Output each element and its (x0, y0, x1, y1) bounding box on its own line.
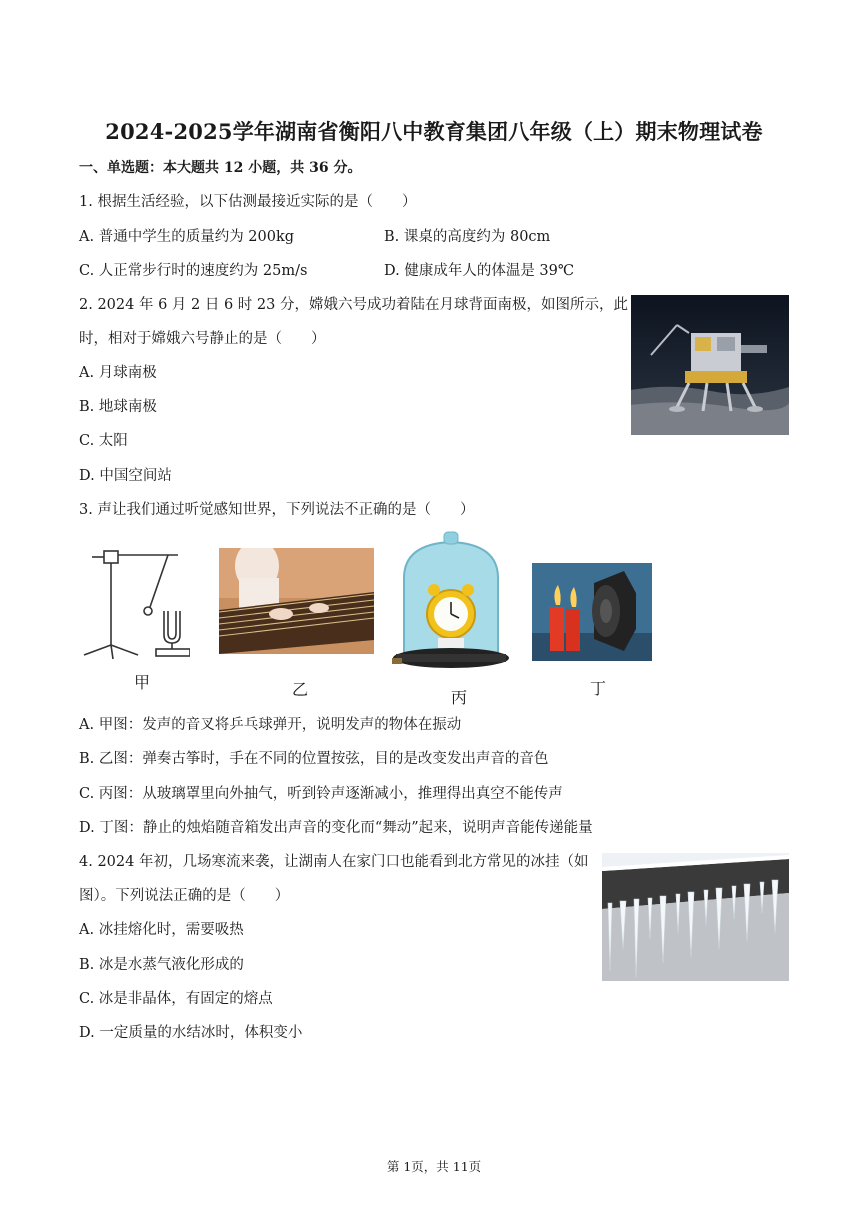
q1-option-c: C. 人正常步行时的速度约为 25m/s (79, 263, 308, 279)
q2-option-c: C. 太阳 (79, 433, 128, 449)
page-footer: 第 1页，共 11页 (386, 1159, 482, 1174)
q3-stem: 3. 声让我们通过听觉感知世界，下列说法不正确的是（ ） (79, 502, 475, 518)
q1-option-b: B. 课桌的高度约为 80cm (384, 229, 551, 245)
q1-option-d: D. 健康成年人的体温是 39℃ (384, 263, 575, 279)
q4-option-b: B. 冰是水蒸气液化形成的 (79, 957, 244, 973)
q3-option-b: B. 乙图：弹奏古筝时，手在不同的位置按弦，目的是改变发出声音的音色 (79, 751, 549, 767)
q2-stem-line2: 时，相对于嫦娥六号静止的是（ ） (79, 331, 326, 347)
candle-speaker-image (532, 563, 652, 661)
q4-stem-line1: 4. 2024 年初，几场寒流来袭，让湖南人在家门口也能看到北方常见的冰挂（如 (79, 854, 589, 870)
icicles-image (602, 853, 789, 981)
q4-option-a: A. 冰挂熔化时，需要吸热 (79, 922, 244, 938)
lunar-lander-image (631, 295, 789, 435)
q4-stem-line2: 图）。下列说法正确的是（ ） (79, 888, 290, 904)
caption-ding: 丁 (590, 679, 607, 698)
caption-jia: 甲 (134, 673, 151, 692)
q4-option-c: C. 冰是非晶体，有固定的熔点 (79, 991, 273, 1007)
q2-option-a: A. 月球南极 (79, 365, 157, 381)
q3-option-d: D. 丁图：静止的烛焰随音箱发出声音的变化而“舞动”起来，说明声音能传递能量 (79, 820, 593, 836)
page-title: 2024-2025学年湖南省衡阳八中教育集团八年级（上）期末物理试卷 (105, 119, 763, 144)
q3-option-c: C. 丙图：从玻璃罩里向外抽气，听到铃声逐渐减小，推理得出真空不能传声 (79, 786, 563, 802)
tuning-fork-figure (80, 545, 190, 663)
q2-stem-line1: 2. 2024 年 6 月 2 日 6 时 23 分，嫦娥六号成功着陆在月球背面南极，如图所示，此 (79, 297, 628, 313)
guzheng-image (219, 548, 374, 654)
q1-option-a: A. 普通中学生的质量约为 200kg (79, 229, 295, 245)
caption-bing: 丙 (451, 688, 468, 707)
caption-yi: 乙 (292, 680, 309, 699)
q1-stem: 1. 根据生活经验，以下估测最接近实际的是（ ） (79, 194, 417, 210)
q3-option-a: A. 甲图：发声的音叉将乒乓球弹开，说明发声的物体在振动 (79, 717, 462, 733)
q2-option-d: D. 中国空间站 (79, 468, 172, 484)
section-heading: 一、单选题：本大题共 12 小题，共 36 分。 (79, 160, 362, 176)
q4-option-d: D. 一定质量的水结冰时，体积变小 (79, 1025, 303, 1041)
q2-option-b: B. 地球南极 (79, 399, 157, 415)
bell-jar-image (392, 530, 510, 676)
